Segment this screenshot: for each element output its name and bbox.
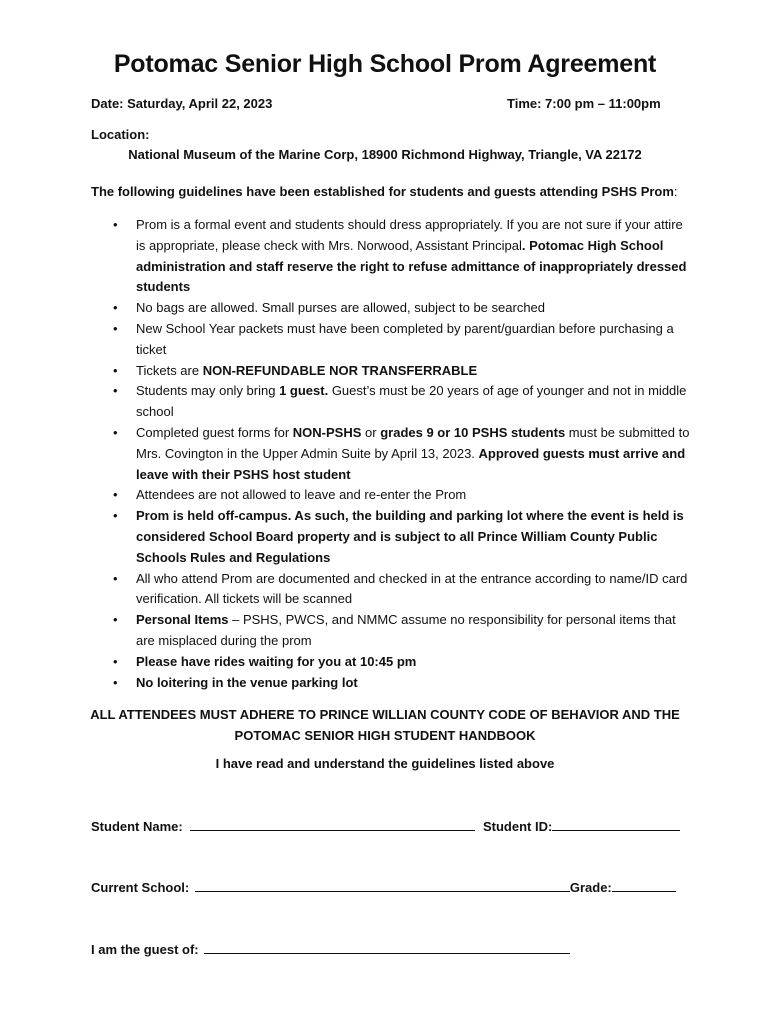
student-name-field[interactable]	[190, 818, 475, 831]
guidelines-intro: The following guidelines have been established for students and guests attending PSHS Prom:	[91, 184, 678, 199]
student-id-label: Student ID:	[482, 819, 553, 834]
student-name-label: Student Name:	[91, 819, 183, 834]
current-school-field[interactable]	[195, 879, 570, 892]
list-item: • Prom is held off-campus. As such, the building and parking lot where the event is held is considered School Board property and is subject to all Prince William County Public Schools Rules and Regulations	[91, 506, 691, 568]
list-item: • Prom is a formal event and students should dress appropriately. If you are not sure if your attire is appropriate, please check with Mrs. Norwood, Assistant Principal. Potomac High School administration and staff reserve the right to refuse admittance of inappropriately dressed students	[91, 215, 691, 298]
acknowledgement-statement: I have read and understand the guidelines listed above	[215, 756, 555, 771]
list-item: • No bags are allowed. Small purses are allowed, subject to be searched	[91, 298, 691, 319]
list-item: • Personal Items – PSHS, PWCS, and NMMC assume no responsibility for personal items that are misplaced during the prom	[91, 610, 691, 652]
grade-label: Grade:	[569, 880, 612, 895]
current-school-label: Current School:	[91, 880, 190, 895]
list-item: • All who attend Prom are documented and checked in at the entrance according to name/ID card verification. All tickets will be scanned	[91, 569, 691, 611]
event-date: Date: Saturday, April 22, 2023	[91, 96, 273, 111]
list-item: • New School Year packets must have been completed by parent/guardian before purchasing a ticket	[91, 319, 691, 361]
event-time: Time: 7:00 pm – 11:00pm	[507, 96, 661, 111]
location-value: National Museum of the Marine Corp, 18900 Richmond Highway, Triangle, VA 22172	[128, 147, 642, 162]
list-item: • Students may only bring 1 guest. Guest’s must be 20 years of age of younger and not in middle school	[91, 381, 691, 423]
page-title: Potomac Senior High School Prom Agreement	[113, 50, 657, 78]
list-item: • No loitering in the venue parking lot	[91, 673, 691, 694]
code-of-behavior-notice: ALL ATTENDEES MUST ADHERE TO PRINCE WILLIAN COUNTY CODE OF BEHAVIOR AND THE POTOMAC SENIOR HIGH STUDENT HANDBOOK	[90, 707, 680, 743]
location-label: Location:	[91, 127, 150, 142]
guest-of-field[interactable]	[204, 941, 570, 954]
list-item: • Attendees are not allowed to leave and re-enter the Prom	[91, 485, 691, 506]
student-name-row	[91, 818, 680, 834]
list-item: • Completed guest forms for NON-PSHS or grades 9 or 10 PSHS students must be submitted to Mrs. Covington in the Upper Admin Suite by April 13, 2023. Approved guests must arrive and leave with their PSHS host student	[91, 423, 691, 485]
list-item: • Tickets are NON-REFUNDABLE NOR TRANSFERRABLE	[91, 361, 691, 382]
list-item: • Please have rides waiting for you at 10:45 pm	[91, 652, 691, 673]
guest-of-row	[91, 941, 570, 957]
guest-of-label: I am the guest of:	[91, 942, 199, 957]
current-school-row	[91, 879, 676, 895]
student-id-field[interactable]	[552, 818, 680, 831]
guidelines-list	[91, 215, 691, 693]
grade-field[interactable]	[612, 879, 676, 892]
